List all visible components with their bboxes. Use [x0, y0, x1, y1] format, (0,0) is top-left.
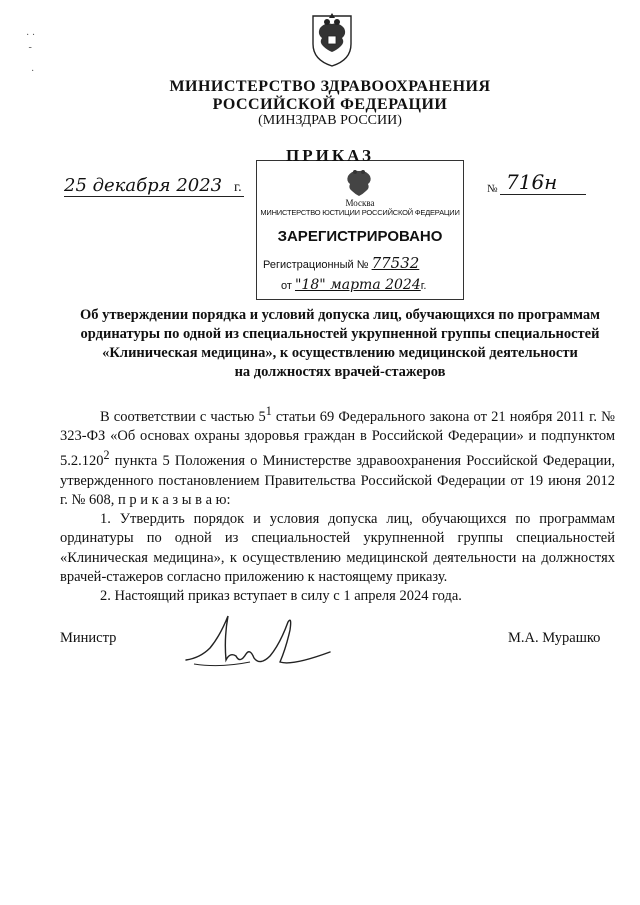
preamble-paragraph	[60, 402, 615, 510]
stamp-registration-number	[263, 254, 419, 272]
signer-title: Министр	[60, 630, 117, 646]
order-subject	[60, 306, 620, 382]
footnote-ref: 2	[103, 448, 110, 463]
ministry-name-line2: РОССИЙСКОЙ ФЕДЕРАЦИИ	[212, 96, 448, 113]
footnote-ref: 1	[265, 404, 272, 418]
signer-name: М.А. Мурашко	[508, 630, 601, 646]
coat-of-arms-icon	[305, 10, 359, 68]
stamp-reg-number: 77532	[371, 254, 420, 272]
order-number-handwritten: 716н	[500, 170, 586, 195]
handwritten-signature-icon	[180, 608, 340, 678]
stamp-date-suffix: г.	[420, 280, 427, 292]
stamp-coat-of-arms-icon	[341, 167, 377, 201]
order-date-handwritten: 25 декабря 2023	[64, 175, 244, 197]
order-body	[60, 402, 615, 607]
order-title: ПРИКАЗ	[286, 146, 374, 165]
stamp-registered: ЗАРЕГИСТРИРОВАНО	[277, 228, 443, 245]
scan-marks: · · - ·	[26, 30, 36, 77]
stamp-date-from: от	[281, 280, 292, 292]
preamble-text-a: В соответствии с частью 5	[100, 408, 266, 425]
ministry-name-line1: МИНИСТЕРСТВО ЗДРАВООХРАНЕНИЯ	[169, 78, 491, 95]
stamp-date	[281, 277, 426, 293]
order-number-label: №	[487, 183, 498, 195]
preamble-text-c: пункта 5 Положения о Министерстве здравоохранения Российской Федерации, утвержденного постановлением Правительства Российской Федерации от 19 июня 2012 г. № 608, п р и к а з ы в а ю:	[60, 453, 615, 508]
order-date-suffix: г.	[234, 180, 242, 195]
stamp-city: Москва	[345, 198, 375, 208]
stamp-reg-label: Регистрационный №	[263, 259, 369, 271]
subject-line: на должностях врачей-стажеров	[234, 364, 446, 380]
stamp-date-handwritten: "18" марта 2024	[294, 277, 421, 293]
preamble-text-b: статьи 69 Федерального закона от 21 ноября 2011 г. № 323-ФЗ «Об основах охраны здоровья граждан в Российской Федерации» и подпунктом 5.2.120	[60, 408, 615, 470]
ministry-short-name: (МИНЗДРАВ РОССИИ)	[258, 113, 402, 128]
stamp-ministry: МИНИСТЕРСТВО ЮСТИЦИИ РОССИЙСКОЙ ФЕДЕРАЦИИ	[260, 208, 460, 217]
subject-line: Об утверждении порядка и условий допуска лиц, обучающихся по программам	[80, 307, 600, 323]
subject-line: ординатуры по одной из специальностей укрупненной группы специальностей	[80, 326, 600, 342]
order-item-1: 1. Утвердить порядок и условия допуска лиц, обучающихся по программам ординатуры по одной из специальностей укрупненной группы специальностей «Клиническая медицина», к осуществлению медицинской деятельности на должностях врачей-стажеров согласно приложению к настоящему приказу.	[60, 511, 615, 586]
subject-line: «Клиническая медицина», к осуществлению медицинской деятельности	[102, 345, 578, 361]
order-item-2: 2. Настоящий приказ вступает в силу с 1 апреля 2024 года.	[100, 588, 462, 605]
registration-stamp	[256, 160, 464, 300]
